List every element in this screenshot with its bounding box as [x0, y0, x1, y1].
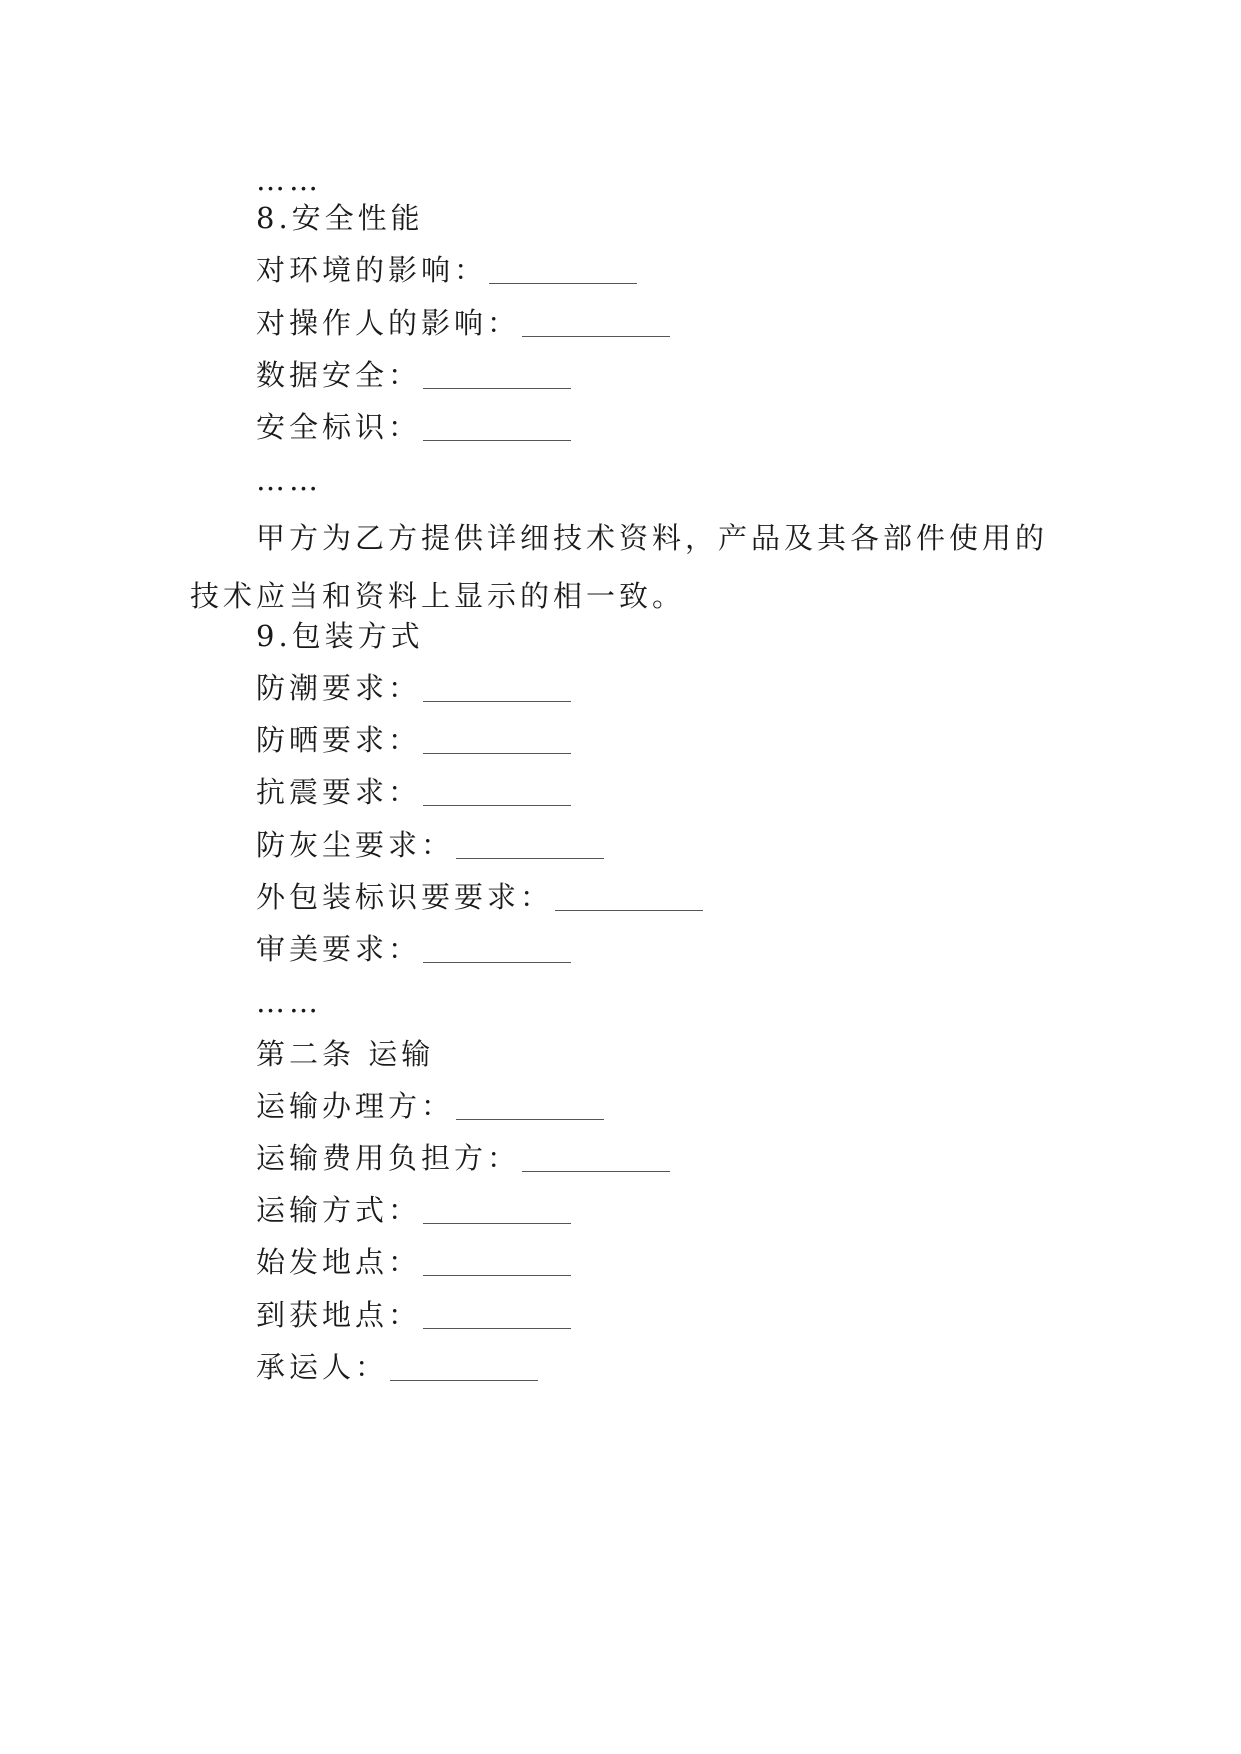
fill-blank: [423, 1245, 571, 1276]
tech-data-paragraph: 甲方为乙方提供详细技术资料，产品及其各部件使用的技术应当和资料上显示的相一致。: [190, 521, 1049, 613]
field-label: 对操作人的影响：: [256, 306, 521, 340]
field-safety-marking: [256, 409, 571, 445]
field-label: 运输费用负担方：: [256, 1141, 521, 1175]
field-label: 防晒要求：: [256, 723, 422, 757]
field-moisture-proof: [256, 670, 571, 706]
fill-blank: [522, 306, 670, 337]
ellipsis-line: ……: [256, 163, 322, 197]
fill-blank: [390, 1350, 538, 1381]
field-transport-mode: [256, 1192, 571, 1228]
field-label: 始发地点：: [256, 1245, 422, 1279]
field-label: 安全标识：: [256, 410, 422, 444]
fill-blank: [423, 358, 571, 389]
field-label: 对环境的影响：: [256, 253, 488, 287]
field-data-security: [256, 357, 571, 393]
field-environment-impact: [256, 252, 637, 288]
field-label: 运输方式：: [256, 1193, 422, 1227]
field-transport-handler: [256, 1088, 604, 1124]
field-label: 防灰尘要求：: [256, 828, 455, 862]
fill-blank: [522, 1141, 670, 1172]
fill-blank: [423, 723, 571, 754]
field-label: 数据安全：: [256, 358, 422, 392]
fill-blank: [423, 410, 571, 441]
fill-blank: [423, 775, 571, 806]
field-label: 防潮要求：: [256, 671, 422, 705]
fill-blank: [423, 671, 571, 702]
fill-blank: [456, 1089, 604, 1120]
fill-blank: [423, 1298, 571, 1329]
field-label: 承运人：: [256, 1350, 389, 1384]
field-sun-proof: [256, 722, 571, 758]
field-label: 外包装标识要要求：: [256, 880, 554, 914]
ellipsis-line: ……: [256, 985, 322, 1019]
article-2-heading: 第二条 运输: [256, 1037, 435, 1071]
fill-blank: [456, 828, 604, 859]
field-origin: [256, 1244, 571, 1280]
fill-blank: [555, 880, 703, 911]
field-transport-cost-bearer: [256, 1140, 670, 1176]
field-destination: [256, 1297, 571, 1333]
field-operator-impact: [256, 305, 670, 341]
section-8-heading: 8.安全性能: [256, 201, 424, 235]
ellipsis-line: ……: [256, 463, 322, 497]
field-aesthetic: [256, 931, 571, 967]
field-carrier: [256, 1349, 538, 1385]
field-dust-proof: [256, 827, 604, 863]
field-label: 运输办理方：: [256, 1089, 455, 1123]
fill-blank: [423, 932, 571, 963]
field-label: 抗震要求：: [256, 775, 422, 809]
field-shock-proof: [256, 774, 571, 810]
field-label: 审美要求：: [256, 932, 422, 966]
field-outer-package-marking: [256, 879, 703, 915]
section-9-heading: 9.包装方式: [256, 619, 424, 653]
fill-blank: [423, 1193, 571, 1224]
fill-blank: [489, 253, 637, 284]
field-label: 到获地点：: [256, 1298, 422, 1332]
